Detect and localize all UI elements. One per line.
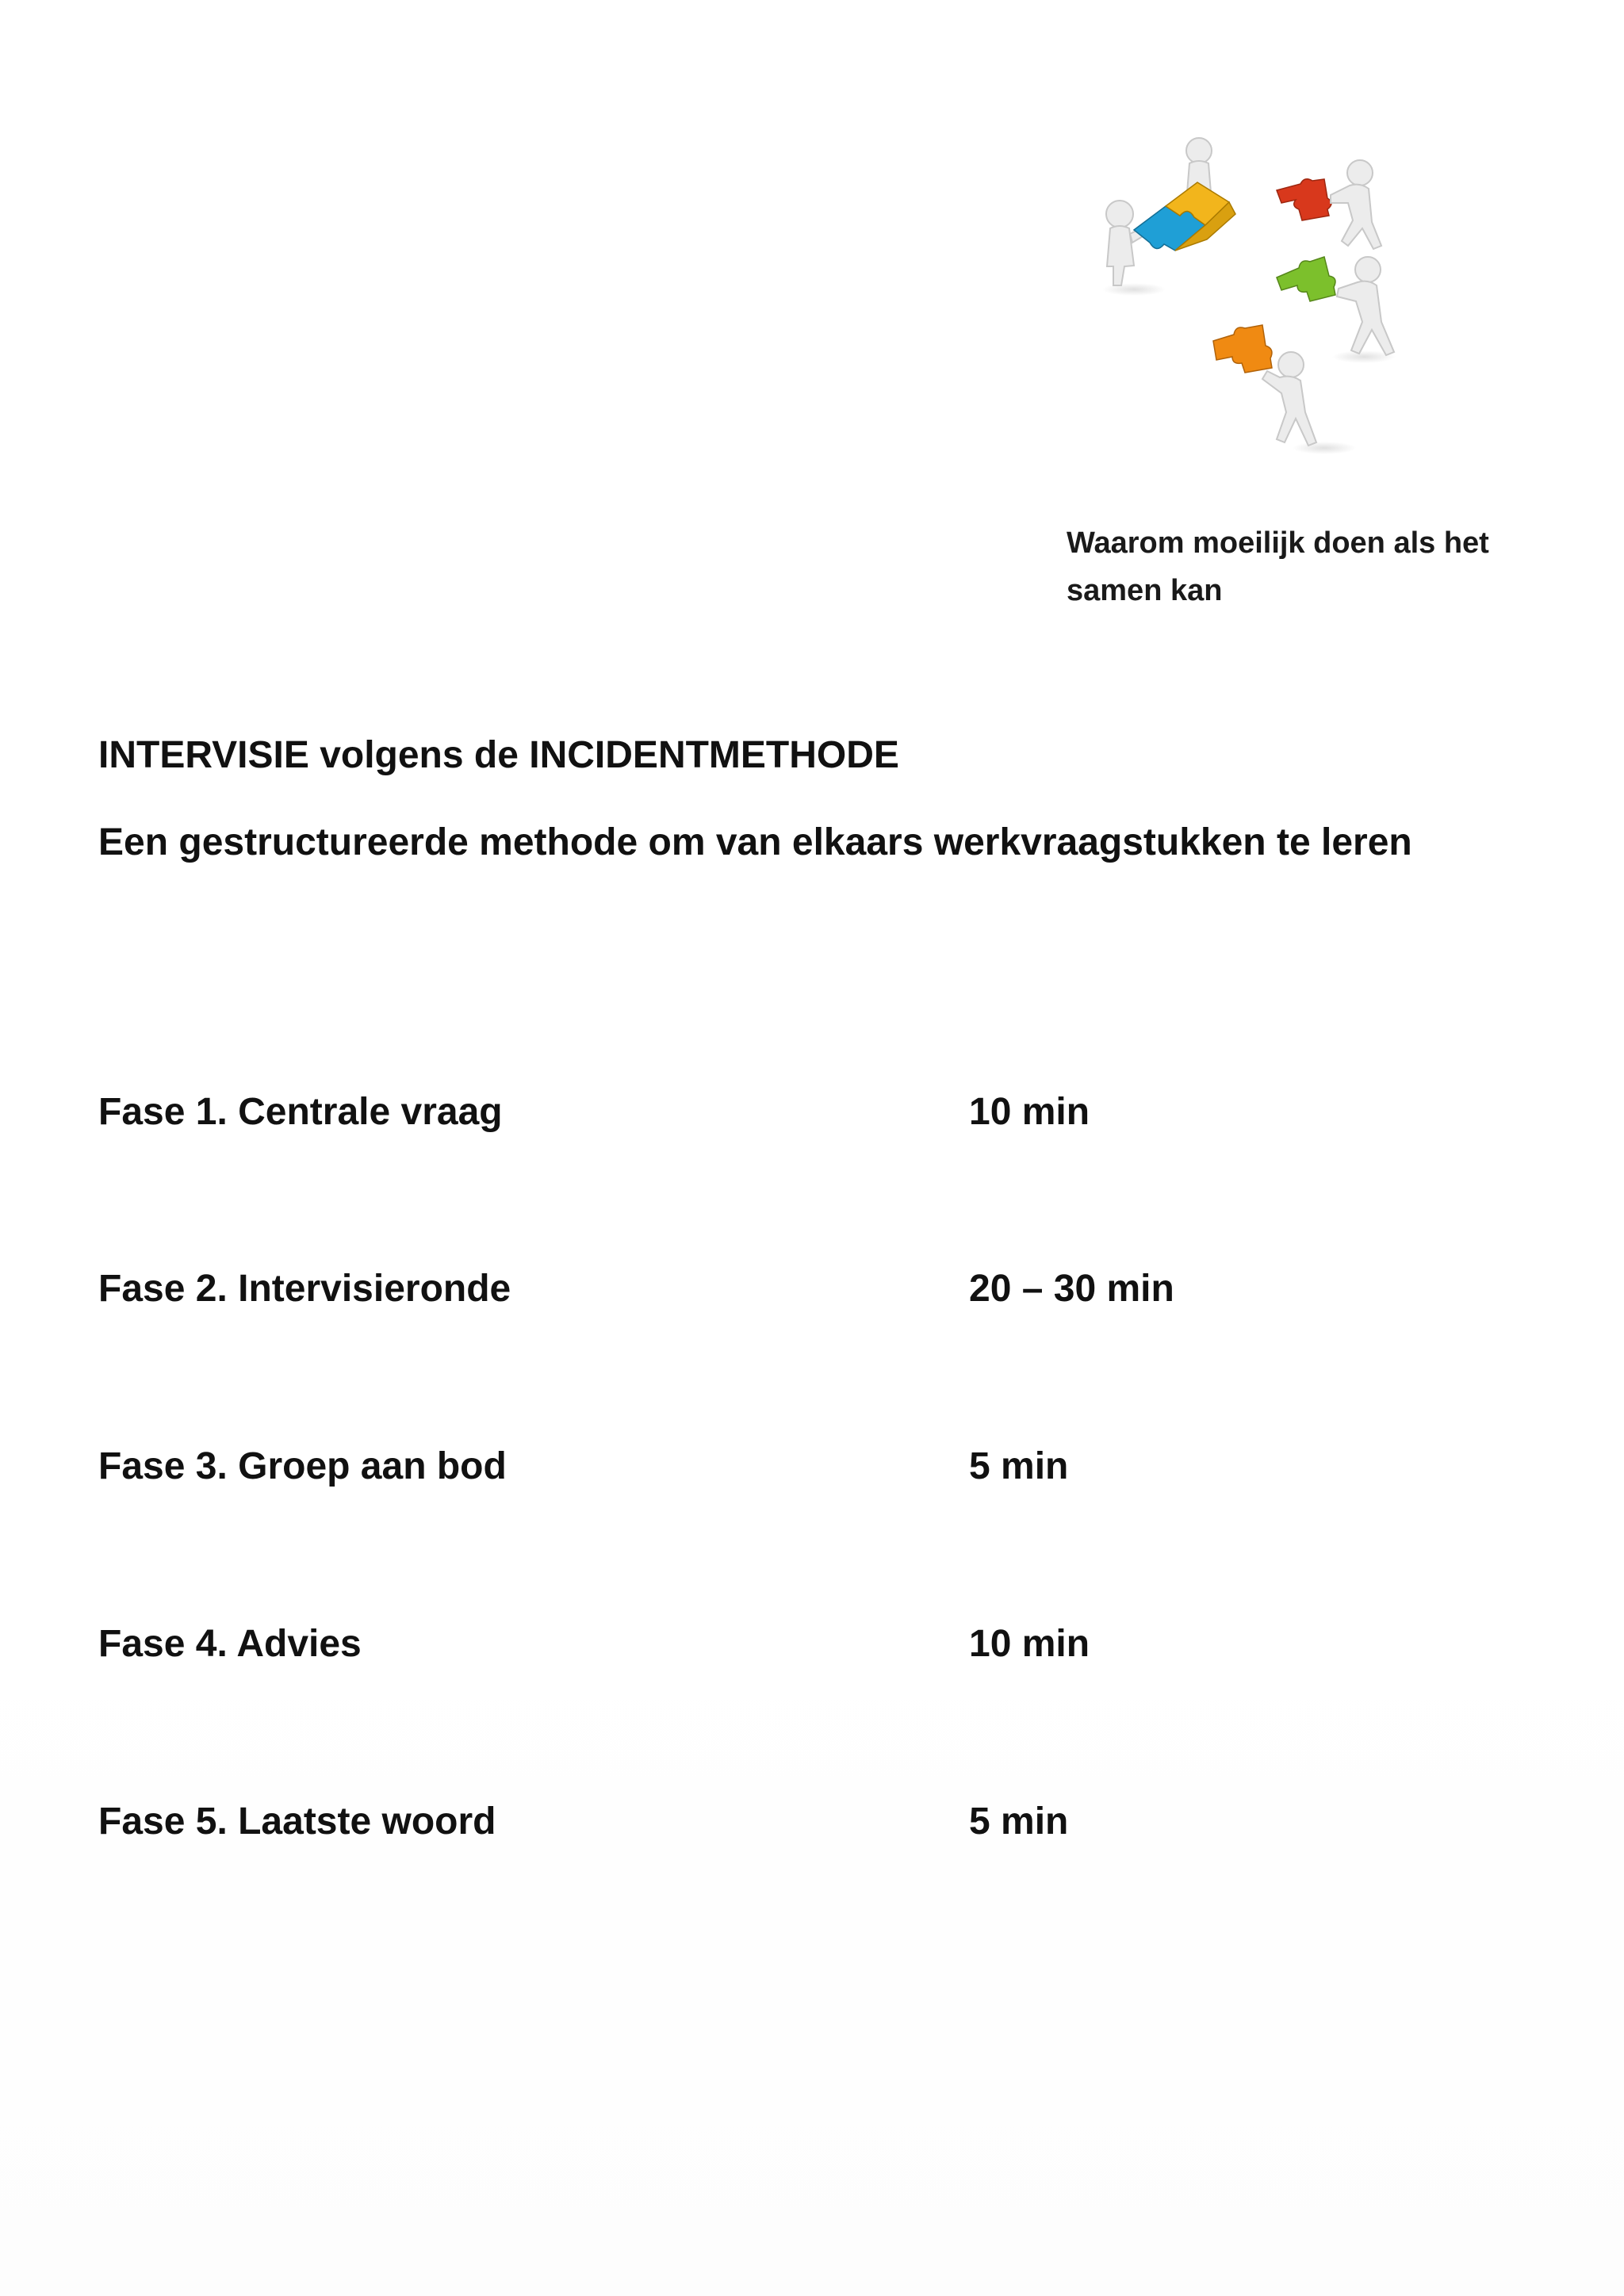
phase-row-5 [98, 1800, 1367, 1855]
phase-row-2 [98, 1267, 1367, 1322]
document-subtitle: Een gestructureerde methode om van elkaars werkvraagstukken te leren [98, 821, 1412, 863]
caption-line-1: Waarom moeilijk doen als het [1067, 526, 1489, 560]
phase-duration: 5 min [969, 1800, 1069, 1843]
figure-left [1106, 201, 1156, 285]
puzzle-orange [1213, 325, 1272, 373]
phase-label: Fase 4. Advies [98, 1623, 362, 1665]
phase-duration: 20 – 30 min [969, 1268, 1174, 1310]
puzzle-red [1277, 179, 1331, 220]
phase-duration: 10 min [969, 1091, 1090, 1133]
puzzle-green [1277, 257, 1335, 301]
puzzle-teamwork-illustration [1086, 127, 1435, 468]
phase-label: Fase 5. Laatste woord [98, 1800, 496, 1843]
phase-label: Fase 2. Intervisieronde [98, 1268, 511, 1310]
document-title: INTERVISIE volgens de INCIDENTMETHODE [98, 734, 899, 776]
figure-red-pusher [1331, 160, 1381, 249]
figure-green-pusher [1337, 257, 1394, 355]
phase-duration: 5 min [969, 1445, 1069, 1487]
phase-row-1 [98, 1090, 1367, 1146]
phase-row-4 [98, 1622, 1367, 1678]
illustration-caption [1067, 519, 1511, 614]
puzzle-teamwork-icon [1086, 127, 1435, 468]
phase-label: Fase 1. Centrale vraag [98, 1091, 503, 1133]
caption-line-2: samen kan [1067, 574, 1223, 607]
phase-row-3 [98, 1445, 1367, 1500]
phase-duration: 10 min [969, 1623, 1090, 1665]
phase-label: Fase 3. Groep aan bod [98, 1445, 507, 1487]
puzzle-blue-yellow [1134, 182, 1235, 251]
